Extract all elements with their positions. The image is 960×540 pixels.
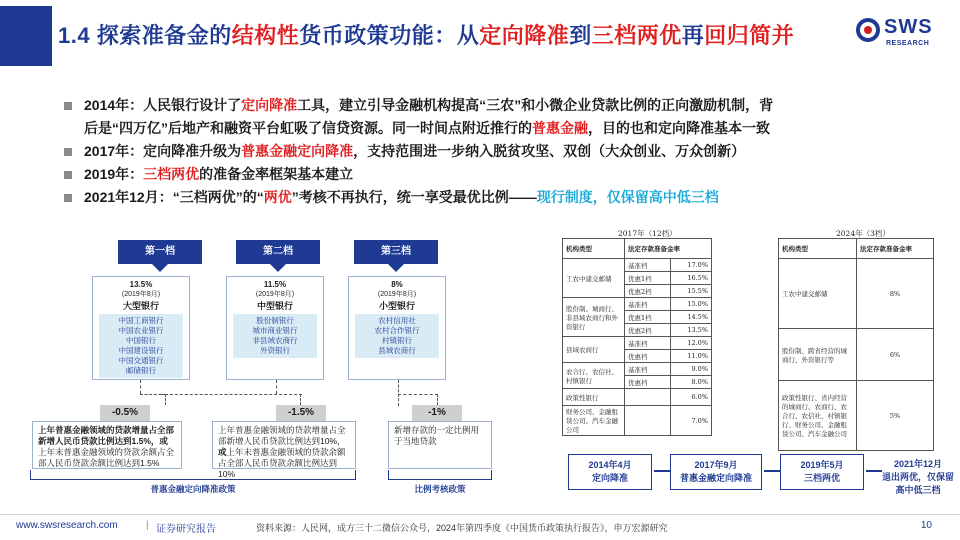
institution-cell: 县域农商行	[563, 337, 625, 363]
timeline	[556, 448, 955, 498]
rate-cell: 9.0%	[670, 363, 711, 376]
tier-head: 第二档	[236, 240, 320, 264]
rate-cell: 12.0%	[670, 337, 711, 350]
table-header-row	[563, 239, 712, 259]
timeline-step	[568, 454, 652, 490]
timeline-date: 2019年5月	[800, 460, 844, 470]
connector-line	[165, 394, 166, 405]
rate-cell: 14.5%	[670, 311, 711, 324]
institution-cell: 财务公司、金融租赁公司、汽车金融公司	[563, 406, 625, 436]
tier-cell: 优惠档	[625, 376, 671, 389]
description-text: 上年末普惠金融领域的贷款余额占全部人民币贷款余额比例达到10%	[218, 447, 346, 479]
bullet-text: 的准备金率框架基本建立	[199, 166, 354, 182]
bullet-text: ，目的也和定向降准基本一致	[588, 120, 770, 136]
rate-cell: 16.5%	[670, 272, 711, 285]
timeline-date: 2014年4月	[588, 460, 632, 470]
highlight-text: 定向降准	[241, 97, 298, 113]
timeline-label: 普惠金融定向降准	[679, 473, 752, 483]
page-title	[58, 8, 794, 64]
rate-cell: 11.0%	[670, 350, 711, 363]
table-row	[779, 381, 934, 451]
bank-item: 中国工商银行	[118, 316, 164, 325]
timeline-step	[670, 454, 762, 490]
sws-logo	[856, 14, 942, 58]
header-cell: 机构类型	[779, 239, 857, 259]
timeline-step	[882, 454, 955, 495]
description-text: 上年普惠金融领域的贷款增量占全部新增人民币贷款比例达到1.5%，	[38, 425, 175, 446]
table-row	[563, 363, 712, 376]
bank-item: 股份制银行	[256, 316, 294, 325]
rate-adjustment: -0.5%	[100, 405, 150, 421]
title-segment: 1.4 探索准备金的	[58, 23, 232, 48]
bank-item: 村镇银行	[382, 336, 412, 345]
tier-cell: 优惠1档	[625, 272, 671, 285]
table-row	[563, 337, 712, 350]
tier-cell: 基准档	[625, 363, 671, 376]
bank-item: 农村信用社	[378, 316, 416, 325]
rate-cell: 6.0%	[670, 389, 711, 406]
connector-line	[276, 380, 277, 394]
tier-box	[348, 276, 446, 380]
title-accent-bar	[0, 6, 52, 66]
table-2024-title: 2024年（3档）	[836, 229, 890, 238]
tier-cell: 基准档	[625, 337, 671, 350]
footer-source: 资料来源：人民网，成方三十二微信公众号，2024年第四季度《中国货币政策执行报告》，申万宏源研究	[256, 523, 668, 533]
title-highlight: 定向降准	[479, 23, 570, 48]
rate-cell: 13.5%	[670, 324, 711, 337]
bullet-text: ，支持范围进一步纳入脱贫攻坚、双创（大众创业、万众创新）	[353, 143, 746, 159]
tier-cell: 基准档	[625, 259, 671, 272]
connector-line	[300, 394, 301, 405]
timeline-step	[780, 454, 864, 490]
title-segment: 到	[569, 23, 592, 48]
title-segment: 再	[681, 23, 705, 48]
bullet-text: 后是“四万亿”后地产和融资平台虹吸了信贷资源。同一时间点附近推行的	[84, 120, 532, 136]
rate-cell: 15.0%	[670, 298, 711, 311]
description-text: 或	[218, 447, 227, 457]
connector-line	[398, 380, 399, 406]
tier-rate: 13.5%	[129, 280, 153, 289]
timeline-label: 定向降准	[591, 473, 628, 483]
tier-cell	[625, 406, 671, 436]
institution-cell: 政策性银行	[563, 389, 625, 406]
title-band	[0, 0, 960, 72]
footer-report-name: 证券研究报告	[156, 524, 216, 535]
header-cell: 法定存款准备金率	[857, 239, 934, 259]
bullet-text: ”考核不再执行，统一享受最优比例——	[291, 189, 537, 205]
table-row	[563, 259, 712, 272]
bank-item: 邮储银行	[126, 366, 156, 375]
tier-date: (2019年8月)	[255, 291, 295, 298]
connector-line	[160, 394, 302, 395]
logo-subtext: RESEARCH	[886, 40, 930, 47]
tier-cell: 基准档	[625, 298, 671, 311]
table-header-row	[779, 239, 934, 259]
policy-description	[212, 421, 356, 479]
table-row	[779, 329, 934, 381]
bracket-left	[30, 470, 356, 480]
tier-box	[92, 276, 190, 380]
tier-cell	[625, 389, 671, 406]
institution-cell: 股份制、跨省经营的城商行、外资银行等	[779, 329, 857, 381]
bank-item: 外资银行	[260, 346, 290, 355]
bullet-list	[62, 94, 932, 209]
tier-kind: 大型银行	[122, 301, 159, 311]
bullet-item	[62, 140, 932, 163]
highlight-text: 三档两优	[143, 166, 200, 182]
connector-line	[398, 394, 438, 395]
table-row	[779, 259, 934, 329]
bullet-text: 2021年12月：“三档两优”的“	[84, 189, 264, 205]
bank-item: 非县域农商行	[252, 336, 298, 345]
timeline-label: 三档两优	[803, 473, 840, 483]
table-row	[563, 406, 712, 436]
page-number: 10	[920, 520, 932, 531]
footer-separator: |	[146, 520, 149, 531]
tier-date: (2019年8月)	[377, 291, 417, 298]
bank-item: 县域农商行	[378, 346, 416, 355]
bank-list	[355, 314, 439, 358]
bullet-item	[62, 186, 932, 209]
tier-cell: 优惠1档	[625, 311, 671, 324]
rate-cell: 5%	[857, 381, 934, 451]
timeline-date: 2017年9月	[694, 460, 738, 470]
highlight-text: 普惠金融定向降准	[241, 143, 354, 159]
bank-item: 中国建设银行	[118, 346, 164, 355]
footer-divider	[0, 514, 960, 515]
bank-list	[233, 314, 317, 358]
bullet-item	[62, 94, 932, 117]
logo-mark-icon	[856, 18, 880, 42]
header-cell: 法定存款准备金率	[625, 239, 712, 259]
bank-list	[99, 314, 183, 378]
table-2024	[778, 238, 934, 451]
rate-cell: 8%	[857, 259, 934, 329]
connector-line	[140, 380, 141, 394]
bracket-label-right: 比例考核政策	[414, 484, 466, 494]
description-text: 上年普惠金融领域的贷款增量占全部新增人民币贷款比例达到10%，	[218, 425, 346, 446]
institution-cell: 农合行、农信社、村镇银行	[563, 363, 625, 389]
highlight-text: 普惠金融	[532, 120, 588, 136]
tier-box	[226, 276, 324, 380]
tier-head: 第三档	[354, 240, 438, 264]
institution-cell: 政策性银行、省内经营的城商行、农商行、农合行、农信社、村镇银行、财务公司、金融租赁公司、汽车金融公司	[779, 381, 857, 451]
logo-text: SWS	[884, 16, 933, 38]
tier-rate: 8%	[391, 280, 403, 289]
footer-url[interactable]: www.swsresearch.com	[16, 520, 118, 531]
title-highlight: 回归简并	[704, 23, 795, 48]
rate-adjustment: -1%	[412, 405, 462, 421]
header-cell: 机构类型	[563, 239, 625, 259]
bank-item: 中国农业银行	[118, 326, 164, 335]
title-highlight: 三档两优	[591, 23, 682, 48]
institution-cell: 工农中建交邮储	[779, 259, 857, 329]
highlight-text: 两优	[263, 189, 292, 205]
bullet-item	[62, 117, 932, 140]
rate-adjustment: -1.5%	[276, 405, 326, 421]
bank-item: 中国银行	[126, 336, 156, 345]
description-text: 新增存款的一定比例用于当地贷款	[394, 425, 480, 446]
timeline-date: 2021年12月	[893, 459, 943, 469]
tier-rate: 11.5%	[263, 280, 287, 289]
bank-item: 城市商业银行	[252, 326, 298, 335]
description-text: 上年末普惠金融领域的贷款余额占全部人民币贷款余额比例达到1.5%	[38, 447, 175, 468]
bank-item: 农村合作银行	[374, 326, 420, 335]
table-2017-title: 2017年（12档）	[618, 229, 677, 238]
bullet-text: 2017年：定向降准升级为	[84, 143, 242, 159]
title-highlight: 结构性	[231, 23, 300, 48]
tier-kind: 中型银行	[256, 301, 293, 311]
tier-kind: 小型银行	[378, 301, 415, 311]
tier-cell: 优惠档	[625, 350, 671, 363]
table-2017	[562, 238, 712, 436]
bullet-item	[62, 163, 932, 186]
highlight-text: 现行制度，仅保留高中低三档	[536, 189, 719, 205]
bullet-text: 2014年：人民银行设计了	[84, 97, 242, 113]
policy-description	[388, 421, 492, 469]
policy-description	[32, 421, 182, 469]
timeline-label: 退出两优，仅保留高中低三档	[882, 472, 955, 495]
tier-cell: 优惠2档	[625, 285, 671, 298]
bullet-text: 工具，建立引导金融机构提高“三农”和小微企业贷款比例的正向激励机制，背	[297, 97, 774, 113]
rate-cell: 8.0%	[670, 376, 711, 389]
tier-head: 第一档	[118, 240, 202, 264]
bracket-right	[388, 470, 492, 480]
bank-item: 中国交通银行	[118, 356, 164, 365]
bracket-label-left: 普惠金融定向降准政策	[150, 484, 236, 494]
rate-cell: 6%	[857, 329, 934, 381]
connector-line	[437, 394, 438, 405]
description-text: 或	[159, 436, 168, 446]
tier-cell: 优惠2档	[625, 324, 671, 337]
rate-cell: 17.0%	[670, 259, 711, 272]
table-row	[563, 298, 712, 311]
table-row	[563, 389, 712, 406]
tier-date: (2019年8月)	[121, 291, 161, 298]
rate-cell: 15.5%	[670, 285, 711, 298]
title-segment: 货币政策功能：从	[299, 23, 480, 48]
institution-cell: 股份制、城商行、非县域农商行和外资银行	[563, 298, 625, 337]
bullet-text: 2019年：	[84, 166, 144, 182]
institution-cell: 工农中建交邮储	[563, 259, 625, 298]
rate-cell: 7.0%	[670, 406, 711, 436]
